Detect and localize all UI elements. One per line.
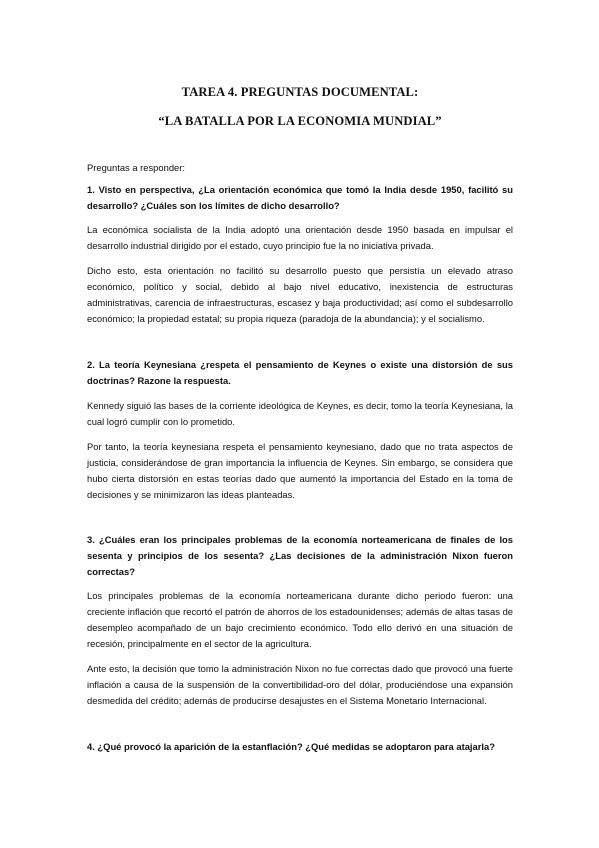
answer-3-paragraph-2: Ante esto, la decisión que tomo la administración Nixon no fue correctas dado que provocó una fuerte inflación a causa de la suspensión de la convertibilidad-oro del dólar, produciéndose una expansión desmedida del crédito; además de producirse desajustes en el Sistema Monetario Internacional. [87,663,513,706]
question-2: 2. La teoría Keynesiana ¿respeta el pensamiento de Keynes o existe una distorsión de sus doctrinas? Razone la respuesta. [87,359,513,386]
answer-1-paragraph-2: Dicho esto, esta orientación no facilitó su desarrollo puesto que persistía un elevado atraso económico, político y social, debido al bajo nivel educativo, inexistencia de estructuras administrativas, carencia de infraestructuras, escasez y baja productividad; así como el subdesarrollo económico; la propiedad estatal; su propia riqueza (paradoja de la abundancia); y el socialismo. [87,265,513,324]
question-4: 4. ¿Qué provocó la aparición de la estanflación? ¿Qué medidas se adoptaron para atajarla? [87,741,495,752]
answer-2-paragraph-2: Por tanto, la teoría keynesiana respeta el pensamiento keynesiano, dado que no trata aspectos de justicia, considerándose de gran importancia la influencia de Keynes. Sin embargo, se considera que hubo cierta distorsión en estas teorías dado que aumentó la importancia del Estado en la toma de decisiones y se minimizaron las ideas planteadas. [87,441,513,500]
answer-3-paragraph-1: Los principales problemas de la economía norteamericana durante dicho periodo fueron: una creciente inflación que recortó el patrón de ahorros de los estadounidenses; además de altas tasas de desempleo acompañado de un bajo crecimiento económico. Todo ello derivó en una situación de recesión, principalmente en el sector de la agricultura. [87,590,513,649]
document-title: TAREA 4. PREGUNTAS DOCUMENTAL: [181,85,419,99]
answer-1-paragraph-1: La económica socialista de la India adoptó una orientación desde 1950 basada en impulsar el desarrollo industrial dirigido por el estado, cuyo principio fue la no iniciativa privada. [87,224,513,251]
question-3: 3. ¿Cuáles eran los principales problemas de la economía norteamericana de finales de los sesenta y principios de los sesenta? ¿Las decisiones de la administración Nixon fueron correctas? [87,534,513,577]
question-1: 1. Visto en perspectiva, ¿La orientación económica que tomó la India desde 1950, facilitó su desarrollo? ¿Cuáles son los límites de dicho desarrollo? [87,184,513,211]
intro-text: Preguntas a responder: [87,162,185,173]
answer-2-paragraph-1: Kennedy siguió las bases de la corriente ideológica de Keynes, es decir, tomo la teoría Keynesiana, la cual logró cumplir con lo prometido. [87,400,513,427]
document-subtitle: “LA BATALLA POR LA ECONOMIA MUNDIAL” [158,114,442,128]
